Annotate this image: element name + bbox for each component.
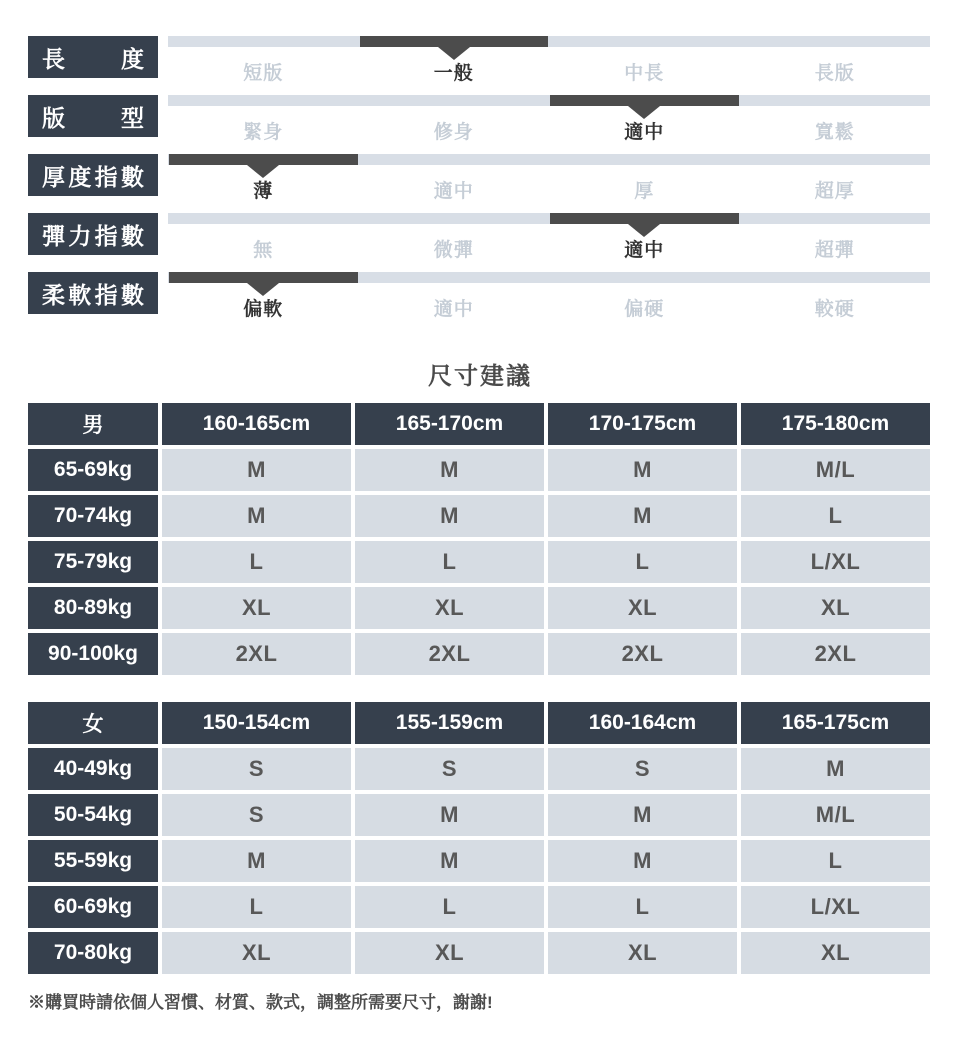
- attribute-label-char: 指: [94, 281, 118, 308]
- slider-option-label: 一般: [433, 63, 474, 84]
- slider-option-label: 厚: [634, 181, 655, 202]
- table-size-cell: XL: [162, 587, 351, 629]
- table-column-header: 160-165cm: [162, 403, 351, 445]
- attribute-label-char: 版: [42, 104, 65, 131]
- table-size-cell: S: [355, 748, 544, 790]
- attribute-label: [28, 95, 158, 137]
- slider-option-label: 超厚: [814, 181, 855, 202]
- slider-option: [549, 95, 740, 147]
- table-column-header: 150-154cm: [162, 702, 351, 744]
- attribute-row: [28, 95, 960, 147]
- slider-option: [168, 213, 359, 265]
- attribute-label-char: 數: [120, 222, 144, 249]
- table-size-cell: XL: [741, 932, 930, 974]
- table-size-cell: M: [162, 495, 351, 537]
- table-row-label: 60-69kg: [28, 886, 158, 928]
- slider-option-label: 緊身: [243, 122, 284, 143]
- slider-option-label: 超彈: [814, 240, 855, 261]
- footer-note: ※購買時請依個人習慣、材質、款式，調整所需要尺寸，謝謝!: [28, 993, 493, 1012]
- attribute-label-char: 指: [94, 222, 118, 249]
- slider-indicator-bar: [169, 154, 358, 165]
- slider-option: [549, 36, 740, 88]
- table-column-header: 165-175cm: [741, 702, 930, 744]
- slider-option: [549, 154, 740, 206]
- table-size-cell: L: [162, 886, 351, 928]
- slider-option-label: 偏軟: [243, 299, 284, 320]
- table-size-cell: S: [548, 748, 737, 790]
- slider-option-label: 薄: [253, 181, 274, 202]
- table-size-cell: L/XL: [741, 541, 930, 583]
- slider-indicator-bar: [360, 36, 549, 47]
- table-size-cell: L: [741, 840, 930, 882]
- attribute-track: [168, 95, 930, 147]
- slider-option-label: 適中: [433, 299, 474, 320]
- slider-option-label: 適中: [624, 122, 665, 143]
- table-size-cell: M: [162, 449, 351, 491]
- slider-indicator-bar: [169, 272, 358, 283]
- attribute-label-char: 數: [120, 281, 144, 308]
- slider-option-label: 無: [253, 240, 274, 261]
- attribute-label-char: 柔: [42, 281, 65, 308]
- slider-option: [168, 272, 359, 324]
- table-size-cell: XL: [548, 932, 737, 974]
- attribute-row: [28, 213, 960, 265]
- slider-indicator-bar: [550, 95, 739, 106]
- attribute-label-char: 軟: [68, 281, 92, 308]
- attribute-row: [28, 154, 960, 206]
- slider-option: [740, 213, 931, 265]
- table-size-cell: 2XL: [162, 633, 351, 675]
- attribute-label-char: 長: [42, 45, 65, 72]
- table-size-cell: M: [548, 495, 737, 537]
- size-section-title: 尺寸建議: [428, 363, 532, 390]
- slider-option: [168, 36, 359, 88]
- attribute-track: [168, 36, 930, 88]
- attribute-track: [168, 272, 930, 324]
- table-row-label: 80-89kg: [28, 587, 158, 629]
- table-size-cell: L: [741, 495, 930, 537]
- attribute-label: [28, 213, 158, 255]
- table-size-cell: M: [162, 840, 351, 882]
- table-row-label: 40-49kg: [28, 748, 158, 790]
- table-column-header: 160-164cm: [548, 702, 737, 744]
- attribute-label-char: 厚: [42, 163, 65, 190]
- slider-option: [359, 36, 550, 88]
- slider-option-label: 長版: [814, 63, 855, 84]
- slider-option: [359, 154, 550, 206]
- slider-option: [359, 95, 550, 147]
- slider-option: [740, 95, 931, 147]
- table-row-label: 50-54kg: [28, 794, 158, 836]
- slider-option-label: 短版: [243, 63, 284, 84]
- slider-option-label: 偏硬: [624, 299, 665, 320]
- slider-option: [168, 95, 359, 147]
- slider-option-label: 中長: [624, 63, 665, 84]
- table-row-label: 75-79kg: [28, 541, 158, 583]
- attribute-row: [28, 36, 960, 88]
- size-tables-section: [0, 403, 960, 974]
- table-size-cell: M: [355, 449, 544, 491]
- attribute-label: [28, 36, 158, 78]
- attribute-label-char: 指: [94, 163, 118, 190]
- table-size-cell: L: [548, 541, 737, 583]
- slider-option: [740, 154, 931, 206]
- table-size-cell: M: [355, 840, 544, 882]
- slider-option-label: 微彈: [433, 240, 474, 261]
- slider-option-label: 修身: [433, 122, 474, 143]
- table-corner-cell: 男: [28, 403, 158, 445]
- table-column-header: 175-180cm: [741, 403, 930, 445]
- attribute-label-char: 度: [68, 163, 92, 190]
- table-size-cell: M: [741, 748, 930, 790]
- table-corner-cell: 女: [28, 702, 158, 744]
- attribute-label-char: 彈: [42, 222, 65, 249]
- table-size-cell: M/L: [741, 449, 930, 491]
- table-row-label: 90-100kg: [28, 633, 158, 675]
- table-size-cell: M: [548, 840, 737, 882]
- table-column-header: 170-175cm: [548, 403, 737, 445]
- attribute-sliders-section: [28, 36, 960, 324]
- table-row-label: 70-80kg: [28, 932, 158, 974]
- attribute-label-char: 度: [121, 45, 144, 72]
- table-size-cell: XL: [548, 587, 737, 629]
- table-size-cell: L: [355, 886, 544, 928]
- slider-option: [740, 36, 931, 88]
- table-size-cell: L: [355, 541, 544, 583]
- attribute-label-char: 型: [121, 104, 144, 131]
- table-size-cell: M: [355, 794, 544, 836]
- table-size-cell: M/L: [741, 794, 930, 836]
- attribute-track: [168, 213, 930, 265]
- table-row-label: 55-59kg: [28, 840, 158, 882]
- slider-option: [740, 272, 931, 324]
- attribute-label: [28, 154, 158, 196]
- slider-option-label: 適中: [433, 181, 474, 202]
- slider-option: [549, 272, 740, 324]
- attribute-label: [28, 272, 158, 314]
- table-size-cell: XL: [355, 587, 544, 629]
- table-size-cell: XL: [741, 587, 930, 629]
- slider-option: [359, 213, 550, 265]
- size-table-men: [28, 403, 930, 675]
- table-size-cell: L/XL: [741, 886, 930, 928]
- table-size-cell: 2XL: [741, 633, 930, 675]
- table-column-header: 155-159cm: [355, 702, 544, 744]
- table-size-cell: M: [548, 794, 737, 836]
- table-row-label: 70-74kg: [28, 495, 158, 537]
- table-size-cell: 2XL: [548, 633, 737, 675]
- slider-option-label: 適中: [624, 240, 665, 261]
- table-size-cell: XL: [162, 932, 351, 974]
- size-table-women: [28, 702, 930, 974]
- table-size-cell: M: [355, 495, 544, 537]
- table-size-cell: L: [162, 541, 351, 583]
- attribute-label-char: 數: [120, 163, 144, 190]
- slider-option-label: 較硬: [814, 299, 855, 320]
- table-size-cell: XL: [355, 932, 544, 974]
- slider-option: [359, 272, 550, 324]
- slider-option: [168, 154, 359, 206]
- attribute-track: [168, 154, 930, 206]
- table-size-cell: S: [162, 794, 351, 836]
- table-size-cell: L: [548, 886, 737, 928]
- slider-option-label: 寬鬆: [814, 122, 855, 143]
- slider-option: [549, 213, 740, 265]
- table-size-cell: S: [162, 748, 351, 790]
- table-size-cell: M: [548, 449, 737, 491]
- attribute-row: [28, 272, 960, 324]
- attribute-label-char: 力: [68, 222, 92, 249]
- slider-indicator-bar: [550, 213, 739, 224]
- table-row-label: 65-69kg: [28, 449, 158, 491]
- table-column-header: 165-170cm: [355, 403, 544, 445]
- table-size-cell: 2XL: [355, 633, 544, 675]
